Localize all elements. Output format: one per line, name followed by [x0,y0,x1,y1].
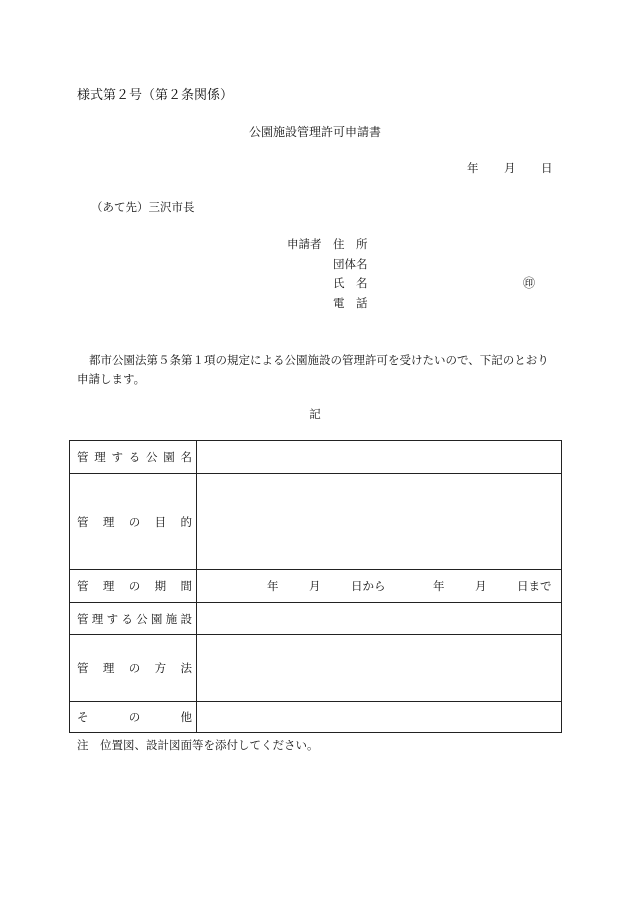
date-day: 日 [541,161,553,175]
park-name-label [70,441,197,474]
period-values [197,578,561,594]
period-month: 月 [309,579,321,593]
purpose-label-text: 管 理 の 目 的 [77,514,192,529]
method-label-text: 管 理 の 方 法 [77,661,192,675]
table-row [70,635,562,702]
period-label [70,570,197,603]
application-table [69,440,562,733]
purpose-label [70,474,197,570]
period-to: 日まで [517,579,552,593]
seal-mark-icon: ㊞ [523,276,536,290]
park-name-field[interactable] [197,441,562,474]
table-row [70,570,562,603]
facility-label-text: 管 理 す る 公 園 施 設 [77,611,192,626]
form-number: 様式第２号（第２条関係） [77,88,234,103]
table-row [70,441,562,474]
facility-field[interactable] [197,603,562,635]
table-row [70,474,562,570]
period-year: 年 [267,579,279,593]
other-label-text: そ の 他 [77,710,192,724]
table-row [70,702,562,733]
date-line [467,160,553,176]
organization-label: 団体名 [333,256,368,271]
ki-heading: 記 [309,407,321,421]
method-label [70,635,197,702]
table-row [70,603,562,635]
addressee: （あて先）三沢市長 [91,200,195,214]
attachment-note: 注 位置図、設計図面等を添付してください。 [77,738,319,752]
period-label-text: 管 理 の 期 間 [77,579,192,593]
document-title: 公園施設管理許可申請書 [248,125,381,139]
period-month-2: 月 [475,579,487,593]
date-month: 月 [504,161,516,175]
period-from: 日から [351,579,386,593]
facility-label [70,603,197,635]
method-field[interactable] [197,635,562,702]
phone-label: 電 話 [333,295,368,310]
date-year: 年 [467,161,479,175]
address-label: 住 所 [333,237,368,251]
period-field[interactable] [197,570,562,603]
purpose-field[interactable] [197,474,562,570]
park-name-label-text: 管 理 す る 公 園 名 [77,450,192,464]
other-field[interactable] [197,702,562,733]
body-text: 都市公園法第５条第１項の規定による公園施設の管理許可を受けたいので、下記のとおり申請します。 [77,353,549,386]
period-year-2: 年 [433,579,445,593]
applicant-role-label: 申請者 [287,237,322,251]
name-label: 氏 名 [333,276,368,290]
other-label [70,702,197,733]
